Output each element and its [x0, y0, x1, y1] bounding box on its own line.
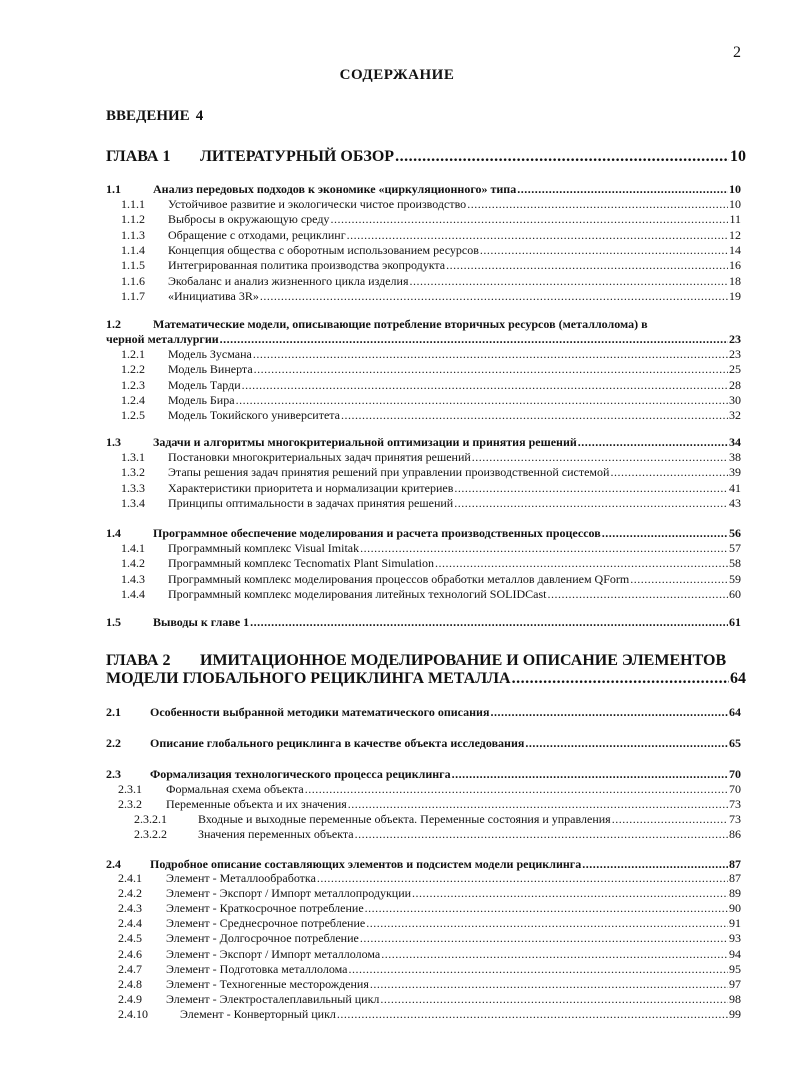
- toc-title: Модель Зусмана: [168, 347, 252, 361]
- subsection-row: [118, 962, 741, 977]
- subsection-row: [118, 931, 741, 946]
- toc-page: 19: [729, 288, 741, 303]
- toc-page: 56: [729, 526, 741, 540]
- toc-leader: [395, 148, 729, 166]
- toc-page: 10: [729, 197, 741, 211]
- toc-num: 1.4.1: [121, 541, 145, 555]
- toc-leader: [348, 962, 728, 977]
- section-1-5: [106, 615, 741, 630]
- toc-leader: [454, 496, 728, 511]
- chapter-2-title-line2: [106, 670, 746, 688]
- toc-title: Постановки многокритериальных задач принятия решений: [168, 450, 471, 464]
- toc-leader: [337, 1007, 728, 1022]
- section-1-4: [106, 526, 741, 541]
- toc-title: «Инициатива 3R»: [168, 288, 259, 303]
- page-number: 2: [733, 44, 741, 61]
- toc-page: 10: [729, 182, 741, 196]
- toc-page: 23: [729, 347, 741, 361]
- toc-num: 1.2.3: [121, 377, 145, 392]
- toc-page: 65: [729, 736, 741, 750]
- toc-leader: [435, 556, 728, 571]
- subsection-row: [118, 1007, 741, 1022]
- subsection-row: [118, 871, 741, 886]
- toc-leader: [490, 705, 728, 720]
- intro-page: 4: [195, 108, 204, 124]
- toc-page: 70: [729, 782, 741, 796]
- subsection-row: [118, 797, 741, 812]
- toc-title: МОДЕЛИ ГЛОБАЛЬНОГО РЕЦИКЛИНГА МЕТАЛЛА: [106, 670, 511, 687]
- toc-title: Элемент - Электросталеплавильный цикл: [166, 991, 380, 1006]
- toc-title: Устойчивое развитие и экологически чистое производство: [168, 197, 467, 211]
- toc-num: 1.2.2: [121, 362, 145, 377]
- toc-title: Обращение с отходами, рециклинг: [168, 227, 346, 242]
- toc-title: Элемент - Среднесрочное потребление: [166, 916, 366, 931]
- subsection-row: [121, 481, 741, 496]
- toc-leader: [250, 615, 728, 630]
- toc-title: Модель Тарди: [168, 377, 241, 392]
- subsection-row: [121, 258, 741, 273]
- toc-num: 2.3.2.2: [134, 827, 167, 842]
- toc-num: 2.4.10: [118, 1006, 148, 1021]
- toc-page: 60: [729, 586, 741, 601]
- toc-num: 1.4.4: [121, 586, 145, 601]
- toc-title: Элемент - Краткосрочное потребление: [166, 901, 364, 916]
- subsection-row: [121, 541, 741, 556]
- toc-num: 2.4: [106, 857, 121, 871]
- toc-page: 18: [729, 273, 741, 288]
- toc-num: 1.1.2: [121, 212, 145, 227]
- toc-title: Элемент - Металлообработка: [166, 871, 316, 885]
- toc-title: Описание глобального рециклинга в качестве объекта исследования: [150, 736, 525, 750]
- toc-title: Этапы решения задач принятия решений при управлении производственной системой: [168, 465, 610, 480]
- toc-num: 1.5: [106, 615, 121, 629]
- toc-num: 2.4.3: [118, 901, 142, 916]
- toc-page: 58: [729, 556, 741, 571]
- subsection-row: [121, 289, 741, 304]
- toc-page: 10: [730, 148, 746, 165]
- toc-num: 1.2.4: [121, 392, 145, 407]
- toc-page: 86: [729, 827, 741, 842]
- toc-title: Выбросы в окружающую среду: [168, 212, 330, 227]
- toc-num: 1.1.1: [121, 197, 145, 211]
- toc-num: 2.4.5: [118, 931, 142, 946]
- subsection-row: [121, 556, 741, 571]
- toc-title: Формализация технологического процесса рециклинга: [150, 767, 451, 781]
- toc-title: Принципы оптимальности в задачах принятия решений: [168, 495, 454, 510]
- toc-leader: [370, 977, 728, 992]
- toc-leader: [412, 886, 728, 901]
- subsection-row: [121, 362, 741, 377]
- toc-num: 2.4.7: [118, 961, 142, 976]
- toc-page: 16: [729, 258, 741, 273]
- toc-page: 23: [729, 332, 741, 346]
- subsection-row: [121, 347, 741, 362]
- toc-leader: [348, 797, 728, 812]
- toc-leader: [380, 992, 728, 1007]
- toc-leader: [253, 347, 728, 362]
- toc-page: 32: [729, 408, 741, 423]
- toc-leader: [517, 182, 728, 197]
- toc-title: Выводы к главе 1: [153, 615, 250, 629]
- toc-title: Переменные объекта и их значения: [166, 797, 347, 812]
- subsection-row: [121, 496, 741, 511]
- toc-title: Программный комплекс Visual Imitak: [168, 541, 360, 555]
- toc-title: Модель Бира: [168, 392, 235, 407]
- toc-title: Особенности выбранной методики математического описания: [150, 705, 490, 719]
- toc-num: ГЛАВА 1: [106, 148, 171, 165]
- section-2-1: [106, 705, 741, 720]
- subsection-row: [121, 572, 741, 587]
- toc-num: 1.1.5: [121, 258, 145, 273]
- toc-title: Программный комплекс моделирования литейных технологий SOLIDCast: [168, 586, 547, 601]
- toc-leader: [472, 450, 728, 465]
- subsubsection-row: [134, 812, 741, 827]
- toc-num: 2.3.2: [118, 797, 142, 812]
- toc-leader: [236, 393, 728, 408]
- toc-page: 59: [729, 571, 741, 586]
- toc-page: 73: [729, 797, 741, 812]
- toc-page: 64: [730, 670, 746, 687]
- toc-title: Значения переменных объекта: [198, 827, 354, 842]
- toc-title: Входные и выходные переменные объекта. Переменные состояния и управления: [198, 812, 611, 826]
- toc-num: 2.3: [106, 767, 121, 781]
- toc-page: 12: [729, 227, 741, 242]
- toc-num: 2.4.8: [118, 976, 142, 991]
- toc-page: 41: [729, 480, 741, 495]
- toc-leader: [360, 541, 728, 556]
- toc-title: Интегрированная политика производства экопродукта: [168, 258, 446, 273]
- toc-title: Модель Винерта: [168, 362, 253, 377]
- subsection-row: [118, 886, 741, 901]
- subsection-row: [118, 992, 741, 1007]
- toc-page: 28: [729, 377, 741, 392]
- toc-leader: [355, 827, 728, 842]
- toc-leader: [467, 197, 728, 212]
- section-2-2: [106, 736, 741, 751]
- intro-label: ВВЕДЕНИЕ: [106, 108, 190, 124]
- toc-leader: [409, 274, 728, 289]
- toc-title: Элемент - Долгосрочное потребление: [166, 931, 359, 946]
- toc-title: Характеристики приоритета и нормализации критериев: [168, 480, 454, 495]
- toc-page: 39: [729, 465, 741, 480]
- toc-leader: [381, 947, 728, 962]
- toc-leader: [512, 670, 729, 688]
- toc-page: 25: [729, 362, 741, 377]
- toc-title: Задачи и алгоритмы многокритериальной оптимизации и принятия решений: [153, 435, 577, 449]
- subsection-row: [121, 212, 741, 227]
- toc-num: 1.4: [106, 526, 121, 540]
- toc-title: Экобаланс и анализ жизненного цикла изделия: [168, 273, 409, 288]
- subsection-row: [118, 901, 741, 916]
- toc-page: 91: [729, 916, 741, 931]
- toc-leader: [547, 587, 728, 602]
- toc-page: 93: [729, 931, 741, 946]
- toc-title: Программный комплекс Tecnomatix Plant Simulation: [168, 556, 434, 571]
- toc-page: 73: [729, 812, 741, 826]
- toc-page: 11: [729, 212, 741, 227]
- subsection-row: [121, 465, 741, 480]
- section-1-2-title-line2: [106, 332, 741, 347]
- toc-leader: [610, 465, 728, 480]
- subsection-row: [121, 450, 741, 465]
- toc-leader: [452, 767, 728, 782]
- toc-page: 61: [729, 615, 741, 629]
- subsection-row: [121, 393, 741, 408]
- toc-title: Элемент - Подготовка металлолома: [166, 961, 348, 976]
- section-1-2-title-line1: Математические модели, описывающие потребление вторичных ресурсов (металлолома) в: [153, 317, 648, 331]
- toc-num: 1.4.3: [121, 571, 145, 586]
- subsection-row: [121, 243, 741, 258]
- toc-page: 38: [729, 450, 741, 464]
- toc-page: 34: [729, 435, 741, 449]
- toc-num: 1.3.1: [121, 450, 145, 464]
- toc-num: 2.4.4: [118, 916, 142, 931]
- toc-page: 87: [729, 857, 741, 871]
- toc-page: 99: [729, 1006, 741, 1021]
- section-1-1: [106, 182, 741, 197]
- toc-leader: [582, 857, 728, 872]
- toc-title: Элемент - Экспорт / Импорт металлопродукции: [166, 886, 412, 901]
- toc-page: 64: [729, 705, 741, 719]
- toc-num: 1.2.1: [121, 347, 145, 361]
- toc-title: Анализ передовых подходов к экономике «циркуляционного» типа: [153, 182, 517, 196]
- toc-page: 57: [729, 541, 741, 555]
- toc-num: 1.1.4: [121, 242, 145, 257]
- toc-page: 90: [729, 901, 741, 916]
- toc-page: 97: [729, 976, 741, 991]
- toc-page: 89: [729, 886, 741, 901]
- toc-num: 1.2.5: [121, 408, 145, 423]
- section-2-4: [106, 857, 741, 872]
- toc-page: 94: [729, 946, 741, 961]
- toc-num: 1.1: [106, 182, 121, 196]
- toc-title: Формальная схема объекта: [166, 782, 304, 796]
- toc-leader: [578, 435, 728, 450]
- subsubsection-row: [134, 827, 741, 842]
- toc-leader: [360, 931, 728, 946]
- toc-page: 70: [729, 767, 741, 781]
- toc-num: 1.1.3: [121, 227, 145, 242]
- toc-num: 2.1: [106, 705, 121, 719]
- subsection-row: [121, 197, 741, 212]
- page-title: СОДЕРЖАНИЕ: [339, 67, 455, 83]
- toc-leader: [366, 916, 728, 931]
- subsection-row: [118, 782, 741, 797]
- toc-title: Элемент - Техногенные месторождения: [166, 976, 369, 991]
- subsection-row: [121, 378, 741, 393]
- toc-num: 1.3: [106, 435, 121, 449]
- toc-num: 1.1.7: [121, 288, 145, 303]
- subsection-row: [118, 977, 741, 992]
- toc-num: 1.3.3: [121, 480, 145, 495]
- toc-page: 30: [729, 392, 741, 407]
- toc-leader: [454, 481, 728, 496]
- chapter-1-heading: [106, 148, 746, 166]
- toc-leader: [220, 332, 728, 347]
- subsection-row: [121, 587, 741, 602]
- chapter-2-num: ГЛАВА 2: [106, 652, 171, 669]
- toc-leader: [630, 572, 728, 587]
- section-1-3: [106, 435, 741, 450]
- toc-leader: [347, 228, 728, 243]
- toc-title: Концепция общества с оборотным использованием ресурсов: [168, 242, 479, 257]
- section-2-3: [106, 767, 741, 782]
- toc-leader: [317, 871, 728, 886]
- subsection-row: [121, 274, 741, 289]
- toc-num: 2.4.9: [118, 991, 142, 1006]
- toc-leader: [480, 243, 728, 258]
- toc-page: 87: [729, 871, 741, 885]
- toc-title: Элемент - Экспорт / Импорт металлолома: [166, 946, 381, 961]
- section-1-2-num: 1.2: [106, 317, 121, 331]
- toc-num: 2.2: [106, 736, 121, 750]
- toc-title: ЛИТЕРАТУРНЫЙ ОБЗОР: [200, 148, 395, 165]
- toc-leader: [330, 212, 728, 227]
- toc-num: 2.4.1: [118, 871, 142, 885]
- subsection-row: [118, 916, 741, 931]
- toc-num: 1.3.4: [121, 495, 145, 510]
- toc-num: 2.4.6: [118, 946, 142, 961]
- subsection-row: [118, 947, 741, 962]
- toc-leader: [365, 901, 728, 916]
- toc-num: 2.4.2: [118, 886, 142, 901]
- toc-page: 95: [729, 961, 741, 976]
- toc-num: 1.4.2: [121, 556, 145, 571]
- toc-title: Программный комплекс моделирования процессов обработки металлов давлением QForm: [168, 571, 630, 586]
- toc-num: 1.1.6: [121, 273, 145, 288]
- toc-num: 2.3.2.1: [134, 812, 167, 826]
- toc-leader: [254, 362, 728, 377]
- toc-leader: [341, 408, 728, 423]
- toc-page: 98: [729, 991, 741, 1006]
- toc-leader: [305, 782, 728, 797]
- toc-num: 2.3.1: [118, 782, 142, 796]
- toc-leader: [446, 258, 728, 273]
- toc-num: 1.3.2: [121, 465, 145, 480]
- toc-leader: [260, 289, 728, 304]
- toc-intro: [106, 108, 209, 125]
- subsection-row: [121, 228, 741, 243]
- toc-leader: [602, 526, 728, 541]
- toc-title: Модель Токийского университета: [168, 408, 340, 423]
- toc-leader: [612, 812, 728, 827]
- toc-title: Программное обеспечение моделирования и расчета производственных процессов: [153, 526, 601, 540]
- toc-title: Элемент - Конверторный цикл: [180, 1006, 336, 1021]
- toc-page: 43: [729, 495, 741, 510]
- chapter-2-title-line1: ИМИТАЦИОННОЕ МОДЕЛИРОВАНИЕ И ОПИСАНИЕ ЭЛЕМЕНТОВ: [200, 652, 727, 669]
- toc-leader: [242, 378, 728, 393]
- toc-page: 14: [729, 242, 741, 257]
- toc-title: Подробное описание составляющих элементов и подсистем модели рециклинга: [150, 857, 582, 871]
- toc-title: черной металлургии: [106, 332, 219, 346]
- toc-leader: [525, 736, 728, 751]
- subsection-row: [121, 408, 741, 423]
